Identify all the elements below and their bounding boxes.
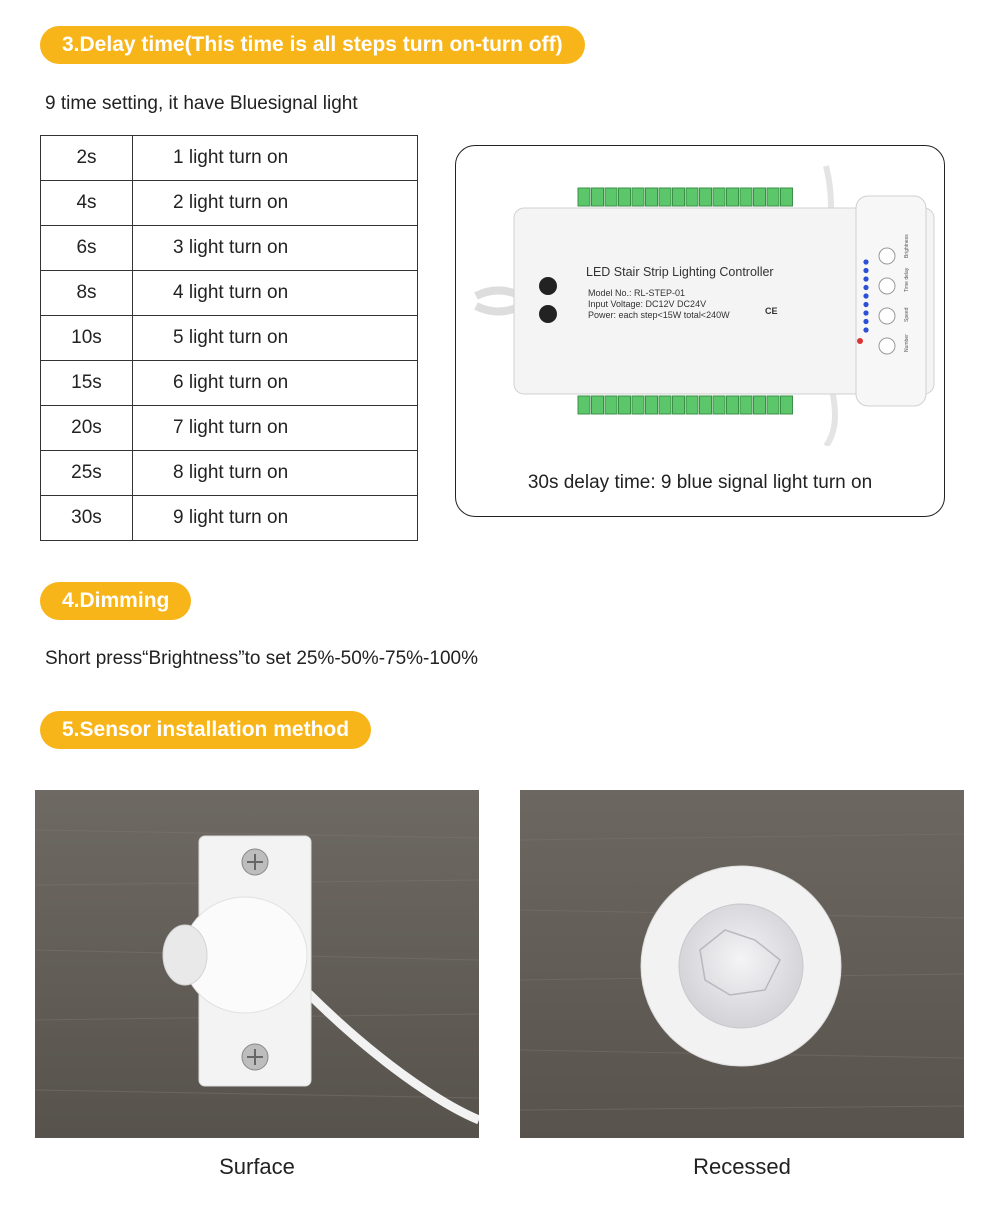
delay-row	[41, 181, 418, 226]
button-label-speed: Speed	[904, 307, 910, 322]
controller-illustration	[456, 146, 944, 446]
controller-marks: CE	[765, 306, 778, 316]
delay-row	[41, 136, 418, 181]
controller-title: LED Stair Strip Lighting Controller	[586, 265, 774, 279]
surface-sensor-photo	[35, 790, 479, 1138]
delay-time-cell: 10s	[41, 316, 133, 361]
delay-desc-cell: 8 light turn on	[133, 451, 418, 496]
delay-row	[41, 226, 418, 271]
dimming-text: Short press“Brightness”to set 25%-50%-75%-100%	[45, 648, 478, 669]
recessed-sensor-photo	[520, 790, 964, 1138]
controller-power: Power: each step<15W total<240W	[588, 310, 730, 320]
controller-card	[455, 145, 945, 517]
recessed-label: Recessed	[693, 1154, 791, 1179]
delay-time-cell: 2s	[41, 136, 133, 181]
surface-label: Surface	[219, 1154, 295, 1179]
section-3-heading: 3.Delay time(This time is all steps turn on-turn off)	[40, 26, 585, 64]
delay-desc-cell: 3 light turn on	[133, 226, 418, 271]
delay-time-table	[40, 135, 418, 541]
delay-time-cell: 15s	[41, 361, 133, 406]
delay-row	[41, 271, 418, 316]
button-label-number: Number	[904, 334, 910, 352]
delay-row	[41, 451, 418, 496]
controller-model: Model No.: RL-STEP-01	[588, 288, 686, 298]
section-4-heading: 4.Dimming	[40, 582, 191, 620]
delay-row	[41, 496, 418, 541]
delay-time-cell: 25s	[41, 451, 133, 496]
delay-time-cell: 6s	[41, 226, 133, 271]
delay-row	[41, 406, 418, 451]
button-label-brightness: Brightness	[904, 234, 910, 258]
section-3-intro: 9 time setting, it have Bluesignal light	[45, 93, 358, 114]
delay-desc-cell: 9 light turn on	[133, 496, 418, 541]
controller-voltage: Input Voltage: DC12V DC24V	[588, 299, 707, 309]
delay-time-cell: 4s	[41, 181, 133, 226]
button-label-time-delay: Time delay	[904, 267, 910, 292]
delay-desc-cell: 1 light turn on	[133, 136, 418, 181]
delay-row	[41, 361, 418, 406]
delay-desc-cell: 7 light turn on	[133, 406, 418, 451]
section-5-heading: 5.Sensor installation method	[40, 711, 371, 749]
delay-time-cell: 20s	[41, 406, 133, 451]
delay-desc-cell: 4 light turn on	[133, 271, 418, 316]
delay-desc-cell: 2 light turn on	[133, 181, 418, 226]
delay-desc-cell: 6 light turn on	[133, 361, 418, 406]
delay-time-cell: 30s	[41, 496, 133, 541]
delay-row	[41, 316, 418, 361]
delay-desc-cell: 5 light turn on	[133, 316, 418, 361]
controller-caption: 30s delay time: 9 blue signal light turn on	[527, 472, 873, 493]
delay-time-cell: 8s	[41, 271, 133, 316]
